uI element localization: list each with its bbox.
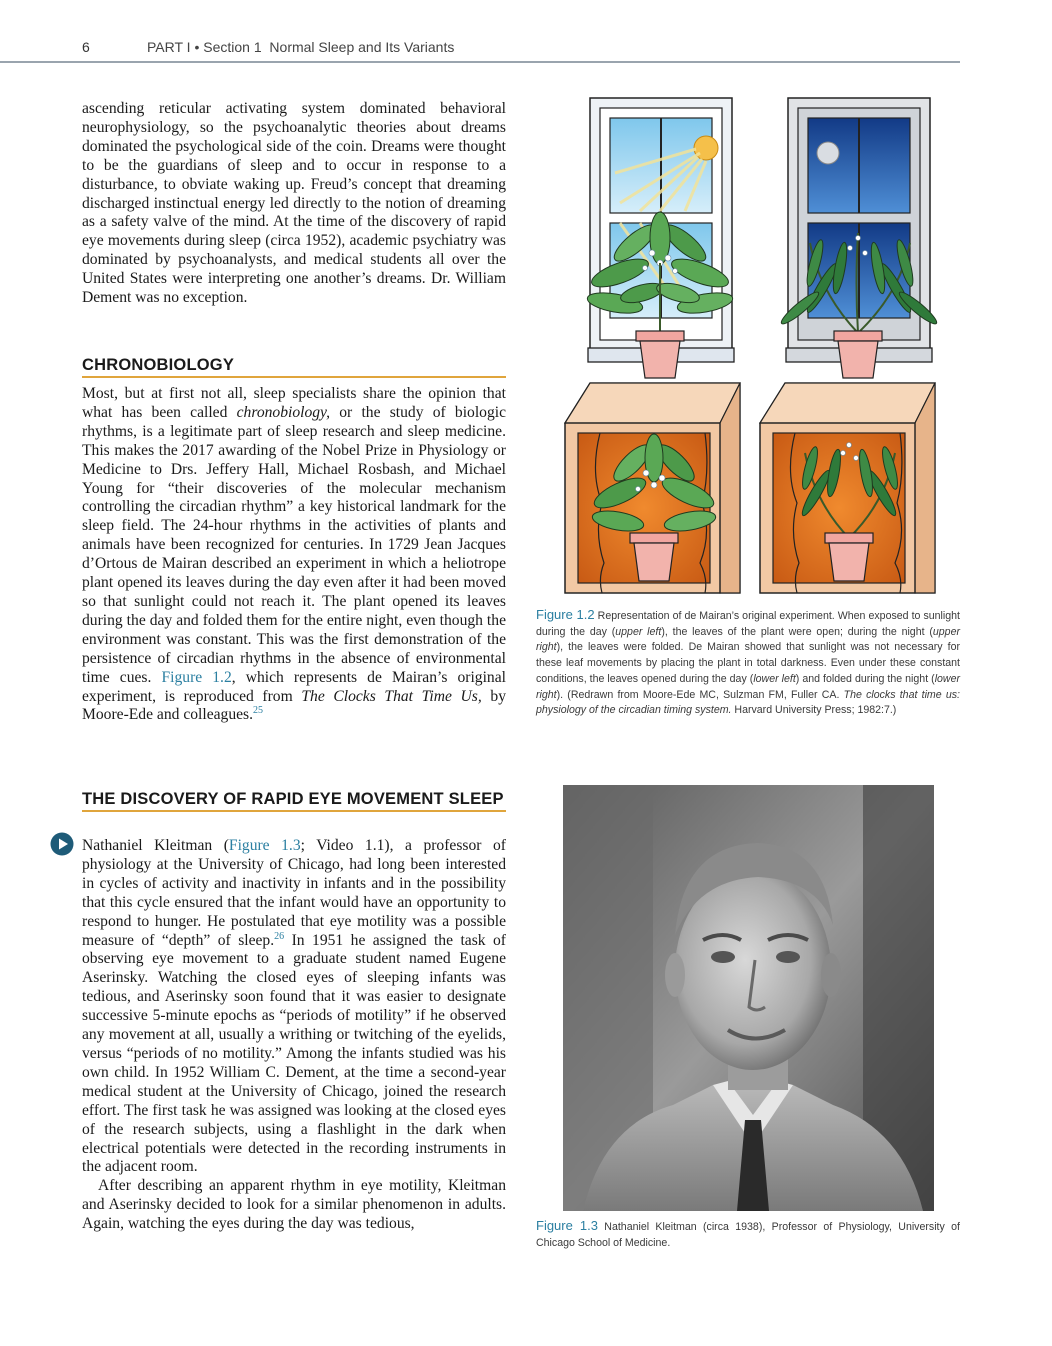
part-label: PART I [147,39,191,55]
running-head-text [147,39,454,55]
rem-body [82,837,506,1234]
caption-run: Nathaniel Kleitman (circa 1938), Professor of Physiology, University of Chicago School of Medicine. [536,1221,960,1249]
reference-26-link[interactable]: 26 [274,930,285,942]
text-run: Most, but at first not all, sleep specialists share the opinion that what has been called [82,385,506,421]
pot-night [834,331,882,378]
chronobiology-body [82,385,506,725]
page-number: 6 [82,39,90,55]
chronobiology-paragraph [82,385,506,725]
text-run: by Moore-Ede and colleagues. [82,687,506,724]
chronobiology-heading: CHRONOBIOLOGY [82,356,506,378]
rem-paragraph-1 [82,837,506,1177]
caption-italic: lower right [536,672,961,701]
dark-box-night [760,383,935,593]
caption-run: ), the leaves were folded. De Mairan showed that sunlight was not necessary for these leaf movements by placing the plant in total darkness. Even under these constant conditions, the leaves opened during the day ( [536,641,960,685]
caption-run: ). (Redrawn from Moore-Ede MC, Sulzman FM, Fuller CA. [556,688,844,701]
caption-italic: lower left [753,672,796,685]
night-window [786,98,932,362]
text-run: , which represents de Mairan’s original experiment, is reproduced from [82,668,506,705]
text-run: or the study of biologic rhythms, is a legitimate part of sleep research and sleep medicine. This makes the 2017 awarding of the Nobel Prize in Physiology or Medicine to Drs. Jeffery Hall, Michael Rosbash, and Michael Young for “their discoveries of the molecular mechanism controlling the circadian rhythm” a key historical landmark for the sleep field. The 24-hour rhythms in the activities of plants and animals have been recognized for centuries. In 1729 Jean Jacques d’Ortous de Mairan described an experiment in which a heliotrope plant opened its leaves during the day even after it had been moved so that sunlight could not reach it. The plant opened its leaves during the day and folded them for the entire night, even though the environment was constant. This was the first demonstration of the persistence of circadian rhythms in the absence of environmental time cues. [82,403,507,686]
caption-italic: The clocks that time us: physiology of the circadian timing system. [536,688,960,717]
figure-1-2-label: Figure 1.2 [536,607,595,622]
caption-run: ) and folded during the night ( [795,672,935,685]
intro-paragraph-block [82,100,506,308]
caption-run: Harvard University Press; 1982:7.) [731,704,897,717]
section-title: Normal Sleep and Its Variants [269,39,455,55]
caption-run: Representation of de Mairan’s original experiment. When exposed to sunlight during the day ( [536,610,960,638]
figure-1-2-link[interactable]: Figure 1.2 [161,668,232,686]
running-head [0,37,1052,61]
rem-paragraph-2: After describing an apparent rhythm in eye motility, Kleitman and Aserinsky decided to look for a similar phenomenon in adults. Again, watching the eyes during the day was tedious, [82,1177,506,1233]
pot-day [636,331,684,378]
caption-italic: upper right [536,625,960,654]
header-bullet: • [194,39,200,55]
intro-paragraph: ascending reticular activating system dominated behavioral neurophysiology, so the psychoanalytic theories about dreams dominated the psychological side of the coin. Dreams were thought to be the guardians of sleep and to occur in response to a disturbance, to obviate waking up. Freud’s concept that dreaming discharged instinctual energy led directly to the notion of dreaming as a safety valve of the mind. At the time of the discovery of rapid eye movements during sleep (circa 1952), academic psychiatry was dominated by psychoanalysts, and medical students all over the United States were interpreting one another’s dreams. Dr. William Dement was no exception. [82,100,506,307]
caption-italic: upper left [615,625,662,638]
dark-box-day [565,383,740,593]
text-run: In 1951 he assigned the task of observing eye movement to a graduate student named Eugene Aserinsky. Watching the closed eyes of sleeping infants was tedious, and Aserinsky soon found that it was easier to designate successive 5-minute epochs as “periods of motility” if he observed any movement at all, usually a writhing or twitching of the eyelids, versus “periods of no motility.” Among the infants studied was his own child. In 1952 William C. Dement, at the time a second-year medical student at the University of Chicago, joined the research effort. The first task he was assigned was looking at the closed eyes of the research subjects, using a flashlight in the dark when electrical potentials were detected in the recording instruments in the adjacent room. [82,931,507,1176]
text-run: ; Video 1.1), a professor of physiology at the University of Chicago, had long been interested in cycles of activity and inactivity in infants and in the possibility that this cycle ensured that the infant would have an opportunity to respond to hunger. He postulated that eye motility was a possible measure of “depth” of sleep. [82,837,506,949]
figure-1-3-link[interactable]: Figure 1.3 [228,837,301,854]
reference-25-link[interactable]: 25 [253,705,264,717]
figure-1-3-portrait [563,785,934,1211]
book-title: The Clocks That Time Us, [301,687,482,705]
section-label: Section 1 [203,39,262,55]
header-rule [0,61,960,63]
caption-run: ), the leaves of the plant were open; during the night ( [661,625,933,638]
figure-1-3-caption [536,1218,960,1251]
figure-1-2-illustration [560,93,960,603]
play-video-icon[interactable] [50,832,74,856]
figure-1-3-label: Figure 1.3 [536,1218,598,1233]
figure-1-2-caption [536,607,960,719]
term-chronobiology: chronobiology, [236,403,331,421]
rem-heading: THE DISCOVERY OF RAPID EYE MOVEMENT SLEEP [82,790,506,812]
text-run: Nathaniel Kleitman ( [82,837,229,854]
